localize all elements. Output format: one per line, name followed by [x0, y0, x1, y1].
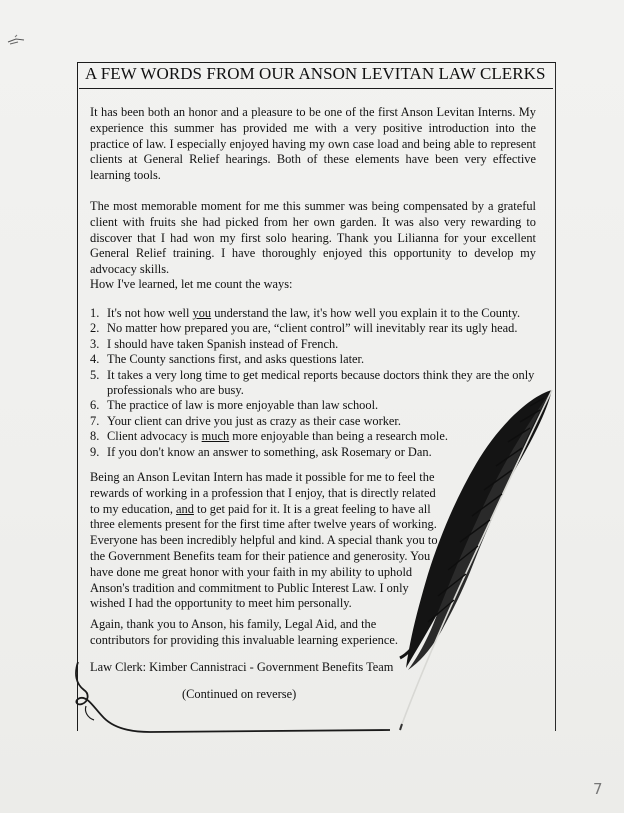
article-title: A FEW WORDS FROM OUR ANSON LEVITAN LAW CLERKS — [85, 64, 546, 83]
quill-feather-icon — [380, 386, 558, 731]
signature-line: Law Clerk: Kimber Cannistraci - Government Benefits Team — [90, 660, 394, 674]
list-item: 9. If you don't know an answer to something, ask Rosemary or Dan. — [90, 444, 432, 459]
list-item: 1. It's not how well you understand the law, it's how well you explain it to the County. — [90, 306, 521, 320]
list-item: 6. The practice of law is more enjoyable than law school. — [90, 398, 379, 413]
list-item: 7. Your client can drive you just as crazy as their case worker. — [90, 413, 401, 428]
paragraph-1: It has been both an honor and a pleasure to be one of the first Anson Levitan Interns. My experience this summer has provided me with a very positive introduction into the practice of law. I especially enjoyed having my own case load and being able to represent clients at General Relief hearings. Both of these elements have been very effective learning tools. — [90, 105, 536, 183]
list-item: 5. It takes a very long time to get medical reports because doctors think they are the only professionals who are busy. — [90, 367, 535, 398]
list-item: 8. Client advocacy is much more enjoyable than being a research mole. — [90, 429, 448, 444]
paragraph-4: Again, thank you to Anson, his family, Legal Aid, and the contributors for providing this invaluable learning experience. — [90, 617, 398, 647]
continued-note: (Continued on reverse) — [182, 687, 297, 701]
decorative-swirl-icon — [70, 660, 390, 736]
paragraph-2: The most memorable moment for me this summer was being compensated by a grateful client with fruits she had picked from her own garden. It was also very rewarding to discover that I had won my first solo hearing. Thank you Lilianna for your excellent General Relief training. I have thoroughly enjoyed this opportunity to develop my advocacy skills. — [90, 199, 536, 277]
list-item: 2. No matter how prepared you are, “client control” will inevitably rear its ugly head. — [90, 321, 518, 336]
list-intro: How I've learned, let me count the ways: — [90, 277, 293, 291]
list-item: 3. I should have taken Spanish instead of French. — [90, 336, 339, 351]
paragraph-3: Being an Anson Levitan Intern has made it possible for me to feel the rewards of working in a profession that I enjoy, that is directly related to my education, and to get paid for it. It is a great feeling to have all three elements present for the first time after twelve years of working. Everyone has been incredibly helpful and kind. A special thank you to the Government Benefits team for their patience and generosity. You have done me great honor with your faith in my ability to uphold Anson's tradition and commitment to Public Interest Law. I only wished I had the opportunity to meet him personally. — [90, 470, 438, 611]
list-item: 4. The County sanctions first, and asks questions later. — [90, 352, 365, 367]
scan-mark-icon — [6, 34, 28, 48]
page-number: 7 — [593, 780, 603, 798]
